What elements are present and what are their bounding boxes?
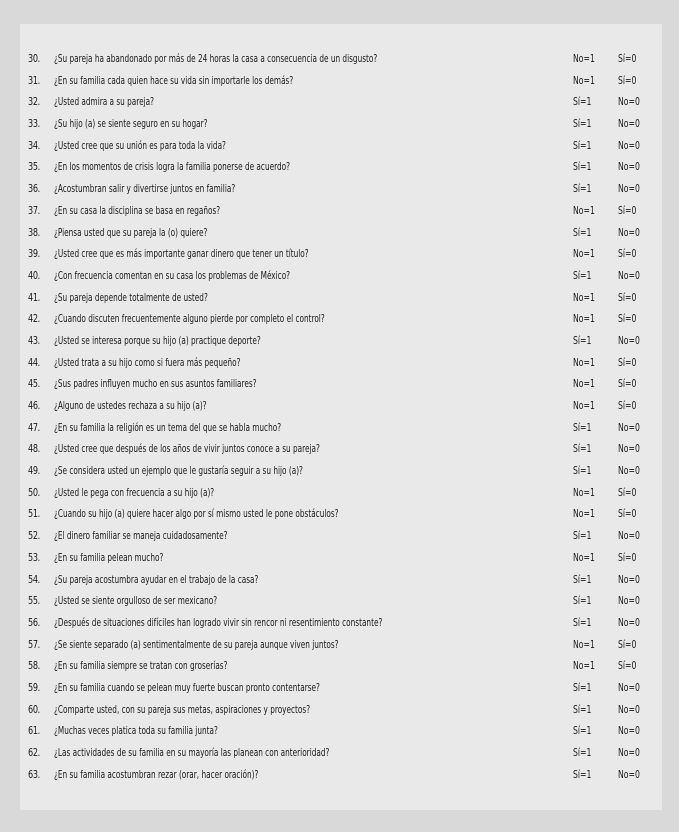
question-text: ¿Usted cree que después de los años de vivir juntos conoce a su pareja? bbox=[54, 442, 320, 456]
question-number: 47. bbox=[28, 420, 40, 434]
answer-option-1: Sí=1 bbox=[573, 746, 592, 759]
answer-option-1: Sí=1 bbox=[573, 225, 592, 239]
question-text: ¿Muchas veces platica toda su familia junta? bbox=[54, 724, 218, 738]
answer-option-1: Sí=1 bbox=[573, 442, 592, 456]
answer-option-2: No=0 bbox=[618, 680, 640, 694]
answer-option-1: Sí=1 bbox=[573, 572, 592, 586]
answer-option-1: No=1 bbox=[573, 550, 595, 564]
question-number: 57. bbox=[28, 637, 40, 651]
answer-option-1: No=1 bbox=[573, 355, 595, 369]
answer-option-1: No=1 bbox=[573, 507, 595, 521]
question-number: 34. bbox=[28, 138, 40, 152]
question-text: ¿Su pareja ha abandonado por más de 24 horas la casa a consecuencia de un disgusto? bbox=[54, 52, 378, 65]
answer-option-2: No=0 bbox=[618, 420, 640, 434]
answer-option-2: No=0 bbox=[618, 724, 640, 738]
answer-option-2: No=0 bbox=[618, 572, 640, 586]
question-number: 48. bbox=[28, 442, 40, 456]
answer-option-2: No=0 bbox=[618, 767, 640, 781]
question-number: 32. bbox=[28, 95, 40, 109]
question-row bbox=[20, 395, 662, 417]
question-text: ¿Usted se interesa porque su hijo (a) practique deporte? bbox=[54, 333, 261, 347]
answer-option-1: Sí=1 bbox=[573, 95, 592, 109]
question-number: 46. bbox=[28, 399, 40, 412]
answer-option-1: No=1 bbox=[573, 659, 595, 673]
question-text: ¿En su familia acostumbran rezar (orar, hacer oración)? bbox=[54, 767, 259, 781]
answer-option-2: Sí=0 bbox=[618, 485, 637, 499]
question-row bbox=[20, 677, 662, 699]
question-text: ¿Piensa usted que su pareja la (o) quiere? bbox=[54, 225, 208, 239]
question-text: ¿Usted cree que su unión es para toda la vida? bbox=[54, 138, 226, 152]
question-number: 38. bbox=[28, 225, 40, 239]
question-text: ¿Su hijo (a) se siente seguro en su hogar? bbox=[54, 117, 208, 131]
question-number: 35. bbox=[28, 160, 40, 174]
answer-option-1: Sí=1 bbox=[573, 529, 592, 543]
question-row bbox=[20, 655, 662, 677]
question-row bbox=[20, 699, 662, 721]
question-row bbox=[20, 742, 662, 764]
question-text: ¿Se siente separado (a) sentimentalmente de su pareja aunque viven juntos? bbox=[54, 637, 339, 651]
question-number: 37. bbox=[28, 203, 40, 217]
answer-option-2: Sí=0 bbox=[618, 203, 637, 217]
questionnaire-panel bbox=[20, 24, 662, 810]
question-text: ¿En su familia cada quien hace su vida sin importarle los demás? bbox=[54, 73, 294, 87]
question-text: ¿Después de situaciones difíciles han logrado vivir sin rencor ni resentimiento constante? bbox=[54, 615, 383, 629]
answer-option-2: No=0 bbox=[618, 464, 640, 478]
answer-option-1: No=1 bbox=[573, 377, 595, 391]
question-text: ¿Acostumbran salir y divertirse juntos en familia? bbox=[54, 182, 236, 196]
answer-option-2: No=0 bbox=[618, 95, 640, 109]
question-text: ¿Sus padres influyen mucho en sus asuntos familiares? bbox=[54, 377, 257, 391]
answer-option-1: Sí=1 bbox=[573, 138, 592, 152]
question-number: 62. bbox=[28, 746, 40, 759]
answer-option-2: Sí=0 bbox=[618, 52, 637, 65]
answer-option-1: No=1 bbox=[573, 52, 595, 65]
question-number: 53. bbox=[28, 550, 40, 564]
answer-option-1: Sí=1 bbox=[573, 160, 592, 174]
answer-option-2: No=0 bbox=[618, 442, 640, 456]
answer-option-1: No=1 bbox=[573, 247, 595, 261]
answer-option-1: Sí=1 bbox=[573, 594, 592, 608]
question-text: ¿Se considera usted un ejemplo que le gustaría seguir a su hijo (a)? bbox=[54, 464, 303, 478]
answer-option-2: Sí=0 bbox=[618, 659, 637, 673]
answer-option-2: Sí=0 bbox=[618, 507, 637, 521]
question-row bbox=[20, 612, 662, 634]
question-number: 63. bbox=[28, 767, 40, 781]
question-text: ¿Usted le pega con frecuencia a su hijo (a)? bbox=[54, 485, 215, 499]
question-text: ¿Su pareja acostumbra ayudar en el trabajo de la casa? bbox=[54, 572, 259, 586]
question-row bbox=[20, 200, 662, 222]
question-text: ¿Usted admira a su pareja? bbox=[54, 95, 155, 109]
question-row bbox=[20, 352, 662, 374]
question-text: ¿En su familia la religión es un tema del que se habla mucho? bbox=[54, 420, 282, 434]
question-row bbox=[20, 590, 662, 612]
question-row bbox=[20, 525, 662, 547]
question-number: 60. bbox=[28, 702, 40, 716]
answer-option-1: Sí=1 bbox=[573, 420, 592, 434]
question-text: ¿En su familia cuando se pelean muy fuerte buscan pronto contentarse? bbox=[54, 680, 320, 694]
question-row bbox=[20, 287, 662, 309]
answer-option-1: Sí=1 bbox=[573, 767, 592, 781]
answer-option-1: No=1 bbox=[573, 203, 595, 217]
question-text: ¿En su familia pelean mucho? bbox=[54, 550, 164, 564]
question-row bbox=[20, 135, 662, 157]
question-row bbox=[20, 503, 662, 525]
question-number: 58. bbox=[28, 659, 40, 673]
question-number: 39. bbox=[28, 247, 40, 261]
answer-option-2: Sí=0 bbox=[618, 73, 637, 87]
question-text: ¿Su pareja depende totalmente de usted? bbox=[54, 290, 208, 304]
question-number: 30. bbox=[28, 52, 40, 65]
question-number: 42. bbox=[28, 312, 40, 326]
question-row bbox=[20, 113, 662, 135]
question-row bbox=[20, 330, 662, 352]
question-number: 52. bbox=[28, 529, 40, 543]
question-number: 49. bbox=[28, 464, 40, 478]
question-row bbox=[20, 569, 662, 591]
answer-option-2: No=0 bbox=[618, 615, 640, 629]
question-text: ¿Comparte usted, con su pareja sus metas, aspiraciones y proyectos? bbox=[54, 702, 311, 716]
answer-option-2: No=0 bbox=[618, 746, 640, 759]
question-row bbox=[20, 417, 662, 439]
answer-option-2: Sí=0 bbox=[618, 550, 637, 564]
answer-option-1: No=1 bbox=[573, 637, 595, 651]
question-row bbox=[20, 460, 662, 482]
question-row bbox=[20, 547, 662, 569]
question-number: 43. bbox=[28, 333, 40, 347]
answer-option-2: Sí=0 bbox=[618, 247, 637, 261]
question-text: ¿Cuando discuten frecuentemente alguno pierde por completo el control? bbox=[54, 312, 325, 326]
question-number: 56. bbox=[28, 615, 40, 629]
answer-option-2: Sí=0 bbox=[618, 290, 637, 304]
answer-option-2: No=0 bbox=[618, 138, 640, 152]
answer-option-2: No=0 bbox=[618, 268, 640, 282]
question-number: 54. bbox=[28, 572, 40, 586]
answer-option-1: Sí=1 bbox=[573, 615, 592, 629]
question-text: ¿Con frecuencia comentan en su casa los problemas de México? bbox=[54, 268, 291, 282]
question-number: 55. bbox=[28, 594, 40, 608]
question-text: ¿Usted cree que es más importante ganar dinero que tener un título? bbox=[54, 247, 309, 261]
answer-option-2: Sí=0 bbox=[618, 312, 637, 326]
answer-option-1: Sí=1 bbox=[573, 268, 592, 282]
answer-option-1: No=1 bbox=[573, 290, 595, 304]
answer-option-2: No=0 bbox=[618, 702, 640, 716]
answer-option-2: No=0 bbox=[618, 182, 640, 196]
question-text: ¿En su casa la disciplina se basa en regaños? bbox=[54, 203, 221, 217]
question-row bbox=[20, 373, 662, 395]
question-text: ¿Usted se siente orgulloso de ser mexicano? bbox=[54, 594, 218, 608]
answer-option-2: Sí=0 bbox=[618, 355, 637, 369]
question-text: ¿Alguno de ustedes rechaza a su hijo (a)? bbox=[54, 399, 207, 412]
question-text: ¿Las actividades de su familia en su mayoría las planean con anterioridad? bbox=[54, 746, 330, 759]
question-row bbox=[20, 720, 662, 742]
question-number: 41. bbox=[28, 290, 40, 304]
answer-option-1: Sí=1 bbox=[573, 680, 592, 694]
question-row bbox=[20, 265, 662, 287]
answer-option-1: Sí=1 bbox=[573, 724, 592, 738]
answer-option-2: Sí=0 bbox=[618, 377, 637, 391]
question-number: 33. bbox=[28, 117, 40, 131]
question-number: 50. bbox=[28, 485, 40, 499]
question-row bbox=[20, 634, 662, 656]
question-number: 61. bbox=[28, 724, 40, 738]
question-row bbox=[20, 91, 662, 113]
answer-option-1: Sí=1 bbox=[573, 182, 592, 196]
question-row bbox=[20, 243, 662, 265]
question-number: 36. bbox=[28, 182, 40, 196]
answer-option-1: No=1 bbox=[573, 485, 595, 499]
answer-option-2: No=0 bbox=[618, 225, 640, 239]
question-row bbox=[20, 178, 662, 200]
question-number: 31. bbox=[28, 73, 40, 87]
question-text: ¿Usted trata a su hijo como si fuera más pequeño? bbox=[54, 355, 241, 369]
answer-option-1: No=1 bbox=[573, 73, 595, 87]
question-row bbox=[20, 70, 662, 92]
answer-option-2: Sí=0 bbox=[618, 399, 637, 412]
question-text: ¿En su familia siempre se tratan con groserías? bbox=[54, 659, 228, 673]
question-number: 40. bbox=[28, 268, 40, 282]
question-number: 59. bbox=[28, 680, 40, 694]
question-number: 45. bbox=[28, 377, 40, 391]
question-text: ¿En los momentos de crisis logra la familia ponerse de acuerdo? bbox=[54, 160, 290, 174]
question-row bbox=[20, 156, 662, 178]
question-row bbox=[20, 48, 662, 70]
question-row bbox=[20, 308, 662, 330]
answer-option-2: No=0 bbox=[618, 333, 640, 347]
answer-option-1: Sí=1 bbox=[573, 117, 592, 131]
question-row bbox=[20, 482, 662, 504]
question-text: ¿El dinero familiar se maneja cuidadosamente? bbox=[54, 529, 228, 543]
question-row bbox=[20, 438, 662, 460]
question-number: 51. bbox=[28, 507, 40, 521]
question-text: ¿Cuando su hijo (a) quiere hacer algo por sí mismo usted le pone obstáculos? bbox=[54, 507, 339, 521]
answer-option-2: Sí=0 bbox=[618, 637, 637, 651]
answer-option-2: No=0 bbox=[618, 117, 640, 131]
question-row bbox=[20, 764, 662, 786]
answer-option-1: No=1 bbox=[573, 399, 595, 412]
answer-option-2: No=0 bbox=[618, 529, 640, 543]
question-list bbox=[20, 48, 662, 785]
answer-option-2: No=0 bbox=[618, 594, 640, 608]
question-number: 44. bbox=[28, 355, 40, 369]
answer-option-1: No=1 bbox=[573, 312, 595, 326]
answer-option-2: No=0 bbox=[618, 160, 640, 174]
answer-option-1: Sí=1 bbox=[573, 702, 592, 716]
answer-option-1: Sí=1 bbox=[573, 464, 592, 478]
question-row bbox=[20, 222, 662, 244]
answer-option-1: Sí=1 bbox=[573, 333, 592, 347]
